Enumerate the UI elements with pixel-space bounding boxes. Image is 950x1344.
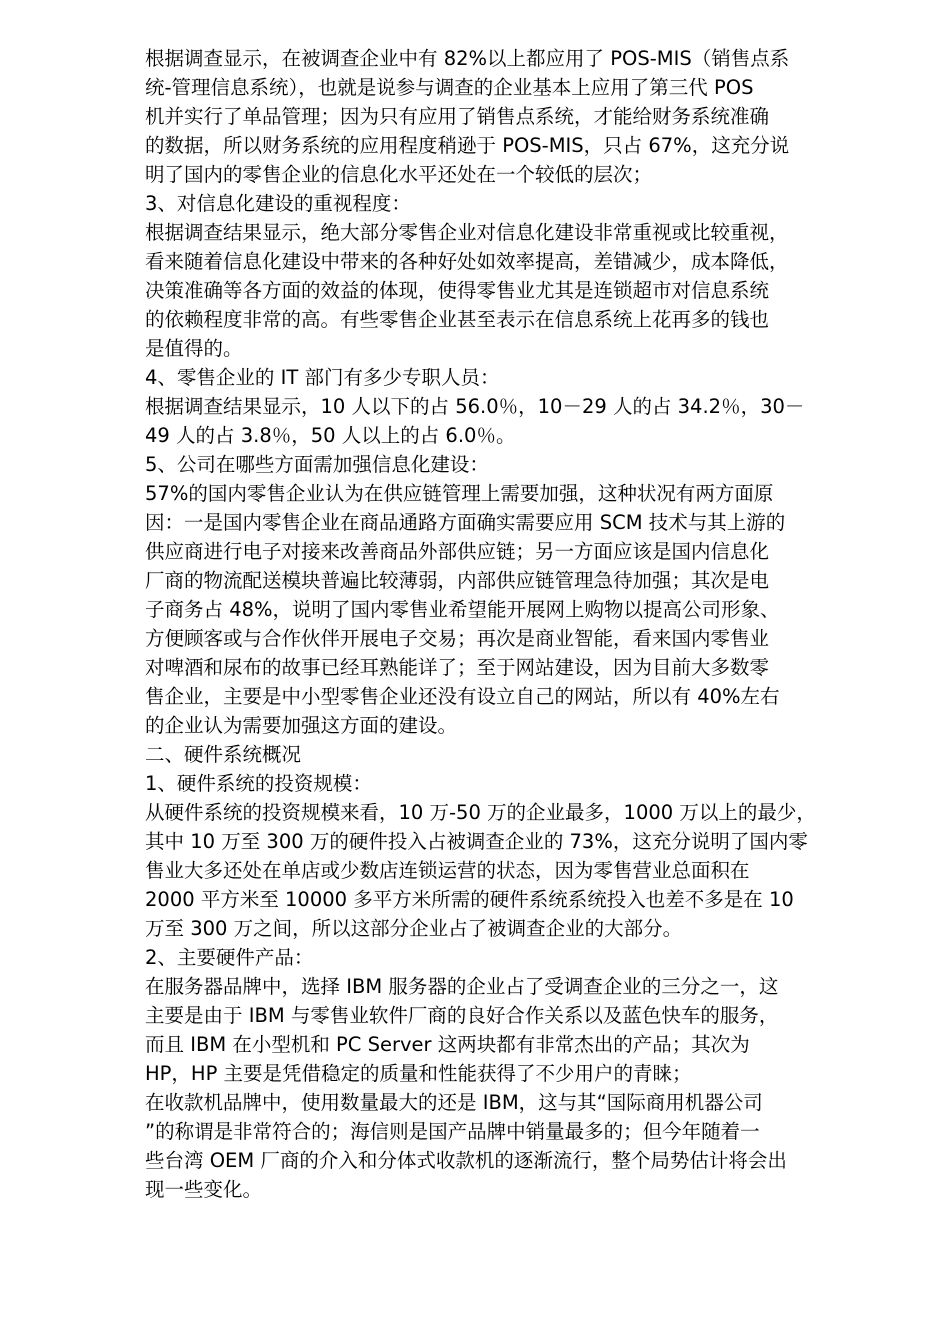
text-line: 的企业认为需要加强这方面的建设。 [145,714,458,737]
text-line: 万至 300 万之间，所以这部分企业占了被调查企业的大部分。 [145,917,683,940]
text-line: 的依赖程度非常的高。有些零售企业甚至表示在信息系统上花再多的钱也 [145,308,770,331]
text-line: 对啤酒和尿布的故事已经耳熟能详了；至于网站建设，因为目前大多数零 [145,656,770,679]
text-line: 售业大多还处在单店或少数店连锁运营的状态，因为零售营业总面积在 [145,859,750,882]
text-line: 根据调查结果显示，绝大部分零售企业对信息化建设非常重视或比较重视， [145,221,789,244]
text-line: 些台湾 OEM 厂商的介入和分体式收款机的逐渐流行，整个局势估计将会出 [145,1149,787,1172]
text-line: 2000 平方米至 10000 多平方米所需的硬件系统系统投入也差不多是在 10 [145,888,794,911]
text-line: 二、硬件系统概况 [145,743,302,766]
text-line: 而且 IBM 在小型机和 PC Server 这两块都有非常杰出的产品；其次为 [145,1033,750,1056]
text-line: 主要是由于 IBM 与零售业软件厂商的良好合作关系以及蓝色快车的服务， [145,1004,779,1027]
text-line: 2、主要硬件产品： [145,946,314,969]
text-line: 其中 10 万至 300 万的硬件投入占被调查企业的 73%，这充分说明了国内零 [145,830,808,853]
text-line: 供应商进行电子对接来改善商品外部供应链；另一方面应该是国内信息化 [145,540,770,563]
text-line: 从硬件系统的投资规模来看，10 万-50 万的企业最多，1000 万以上的最少， [145,801,816,824]
text-line: 49 人的占 3.8％，50 人以上的占 6.0％。 [145,424,516,447]
text-line: ”的称谓是非常符合的；海信则是国产品牌中销量最多的；但今年随着一 [145,1120,760,1143]
text-line: 在服务器品牌中，选择 IBM 服务器的企业占了受调查企业的三分之一，这 [145,975,779,998]
text-line: 售企业，主要是中小型零售企业还没有设立自己的网站，所以有 40%左右 [145,685,780,708]
text-line: 看来随着信息化建设中带来的各种好处如效率提高，差错减少，成本降低， [145,250,789,273]
text-line: 明了国内的零售企业的信息化水平还处在一个较低的层次； [145,163,653,186]
text-line: 5、公司在哪些方面需加强信息化建设： [145,453,489,476]
text-line: 方便顾客或与合作伙伴开展电子交易；再次是商业智能，看来国内零售业 [145,627,770,650]
text-line: 57%的国内零售企业认为在供应链管理上需要加强，这种状况有两方面原 [145,482,774,505]
text-line: 是值得的。 [145,337,243,360]
text-line: 现一些变化。 [145,1178,263,1201]
text-line: 3、对信息化建设的重视程度： [145,192,411,215]
text-line: 根据调查结果显示，10 人以下的占 56.0％，10－29 人的占 34.2％，30－ [145,395,805,418]
text-line: 子商务占 48%，说明了国内零售业希望能开展网上购物以提高公司形象、 [145,598,780,621]
text-line: 的数据，所以财务系统的应用程度稍逊于 POS-MIS，只占 67%，这充分说 [145,134,790,157]
text-line: 决策准确等各方面的效益的体现，使得零售业尤其是连锁超市对信息系统 [145,279,770,302]
text-line: 根据调查显示，在被调查企业中有 82%以上都应用了 POS-MIS（销售点系 [145,47,790,70]
text-line: 1、硬件系统的投资规模： [145,772,372,795]
document-body [145,44,880,1204]
text-line: 因：一是国内零售企业在商品通路方面确实需要应用 SCM 技术与其上游的 [145,511,786,534]
text-line: 统-管理信息系统），也就是说参与调查的企业基本上应用了第三代 POS [145,76,754,99]
text-line: 在收款机品牌中，使用数量最大的还是 IBM，这与其“国际商用机器公司 [145,1091,763,1114]
text-line: 4、零售企业的 IT 部门有多少专职人员： [145,366,500,389]
text-line: HP，HP 主要是凭借稳定的质量和性能获得了不少用户的青睐； [145,1062,692,1085]
text-line: 厂商的物流配送模块普遍比较薄弱，内部供应链管理急待加强；其次是电 [145,569,770,592]
text-line: 机并实行了单品管理；因为只有应用了销售点系统，才能给财务系统准确 [145,105,770,128]
